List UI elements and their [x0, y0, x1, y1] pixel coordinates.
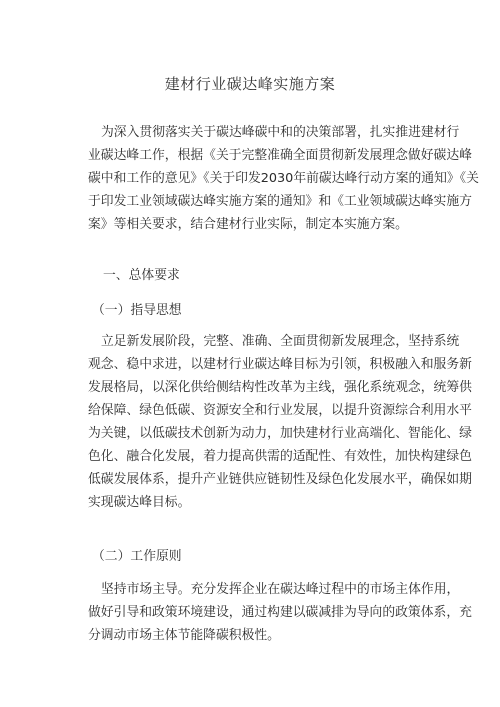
intro-line: 业碳达峰工作，根据《关于完整准确全面贯彻新发展理念做好碳达峰: [88, 148, 472, 163]
principle-line: 做好引导和政策环境建设，通过构建以碳减排为导向的政策体系，充: [88, 605, 472, 620]
working-principles-paragraph: [88, 578, 472, 647]
intro-line: 为深入贯彻落实关于碳达峰碳中和的决策部署，扎实推进建材行: [101, 125, 460, 140]
intro-line: 案》等相关要求，结合建材行业实际，制定本实施方案。: [88, 217, 408, 232]
guiding-line: 为关键，以低碳技术创新为动力，加快建材行业高端化、智能化、绿: [88, 426, 472, 441]
guiding-line: 立足新发展阶段，完整、准确、全面贯彻新发展理念，坚持系统: [101, 334, 460, 349]
guiding-line: 观念、稳中求进，以建材行业碳达峰目标为引领，积极融入和服务新: [88, 357, 472, 372]
principle-line: 分调动市场主体节能降碳积极性。: [88, 628, 280, 643]
intro-paragraph: [88, 121, 479, 236]
intro-line: 碳中和工作的意见》《关于印发2030年前碳达峰行动方案的通知》《关: [88, 171, 479, 186]
subsection-heading-working-principles: （二）工作原则: [92, 549, 182, 564]
intro-line: 于印发工业领域碳达峰实施方案的通知》和《工业领域碳达峰实施方: [88, 194, 472, 209]
guiding-line: 发展格局，以深化供给侧结构性改革为主线，强化系统观念，统筹供: [88, 380, 472, 395]
guiding-ideology-paragraph: [88, 330, 472, 514]
guiding-line: 给保障、绿色低碳、资源安全和行业发展，以提升资源综合利用水平: [88, 403, 472, 418]
subsection-heading-guiding-ideology: （一）指导思想: [92, 303, 182, 318]
guiding-line: 实现碳达峰目标。: [88, 495, 191, 510]
document-title: 建材行业碳达峰实施方案: [164, 75, 336, 93]
section-heading-general-requirements: 一、总体要求: [103, 268, 180, 283]
guiding-line: 低碳发展体系，提升产业链供应链韧性及绿色化发展水平，确保如期: [88, 472, 472, 487]
principle-line: 坚持市场主导。充分发挥企业在碳达峰过程中的市场主体作用，: [101, 582, 460, 597]
guiding-line: 色化、融合化发展，着力提高供需的适配性、有效性，加快构建绿色: [88, 449, 472, 464]
